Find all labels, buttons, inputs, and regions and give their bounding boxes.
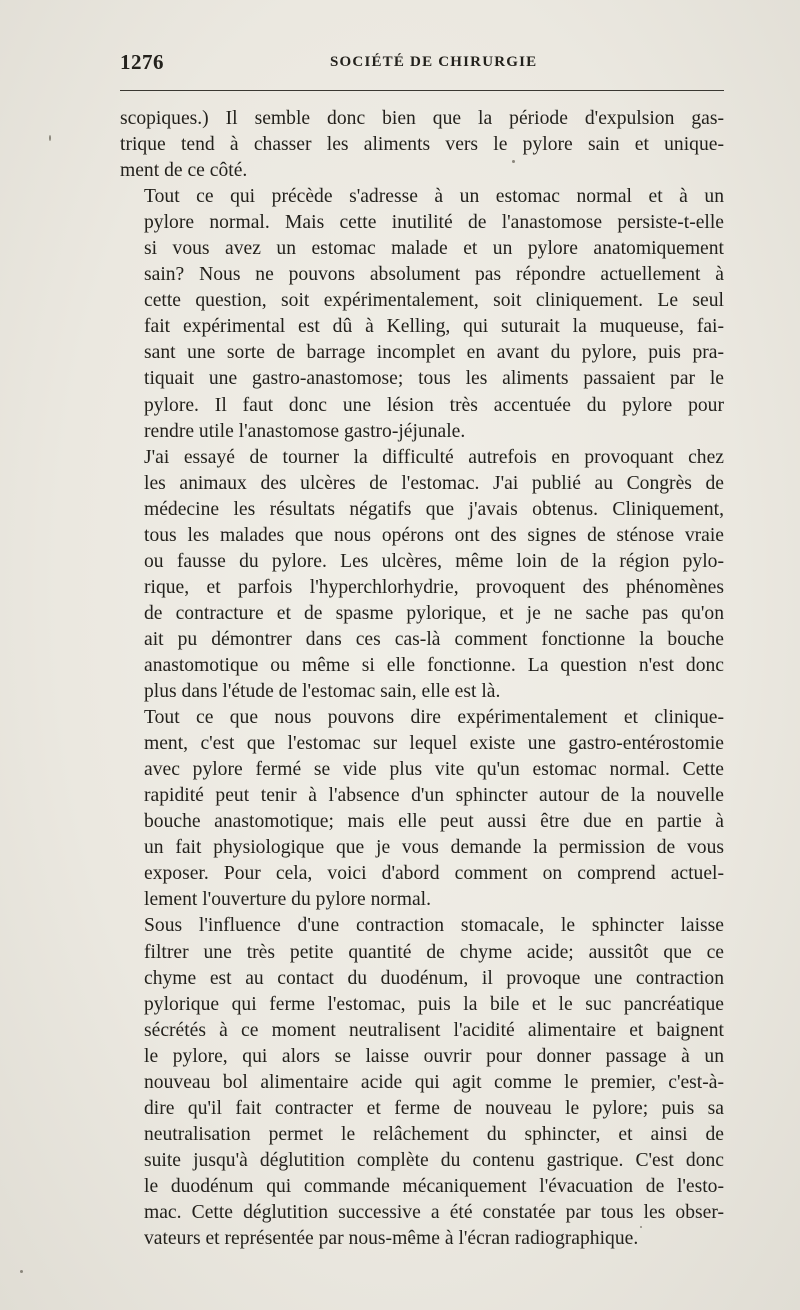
- text-line: rique, et parfois l'hyperchlorhydrie, provoquent des phénomènes: [144, 576, 724, 598]
- text-line: mac. Cette déglutition successive a été constatée par tous les obser-: [144, 1201, 724, 1223]
- text-line: sain? Nous ne pouvons absolument pas répondre actuellement à: [144, 264, 724, 286]
- text-line: Tout ce que nous pouvons dire expérimentalement et clinique-: [144, 707, 724, 729]
- text-line: tous les malades que nous opérons ont des signes de sténose vraie: [144, 524, 724, 546]
- text-line: les animaux des ulcères de l'estomac. J'ai publié au Congrès de: [144, 472, 724, 494]
- text-line: le pylore, qui alors se laisse ouvrir pour donner passage à un: [144, 1045, 724, 1067]
- text-line: tiquait une gastro-anastomose; tous les aliments passaient par le: [144, 368, 724, 390]
- paragraph-4: [120, 705, 724, 913]
- text-line: pylorique qui ferme l'estomac, puis la bile et le suc pancréatique: [144, 993, 724, 1015]
- text-line: J'ai essayé de tourner la difficulté autrefois en provoquant chez: [144, 446, 724, 468]
- running-title: SOCIÉTÉ DE CHIRURGIE: [330, 54, 538, 70]
- text-line: rendre utile l'anastomose gastro-jéjunale.: [144, 420, 466, 442]
- page-header: [120, 50, 724, 80]
- text-line: pylore normal. Mais cette inutilité de l'anastomose persiste-t-elle: [144, 212, 724, 234]
- text-line: anastomotique ou même si elle fonctionne. La question n'est donc: [144, 654, 724, 676]
- text-line: médecine les résultats négatifs que j'avais obtenus. Cliniquement,: [144, 498, 724, 520]
- text-line: Tout ce qui précède s'adresse à un estomac normal et à un: [144, 186, 724, 208]
- text-line: avec pylore fermé se vide plus vite qu'un estomac normal. Cette: [144, 759, 724, 781]
- paper-speck: [20, 1270, 23, 1273]
- body-text: [120, 106, 724, 1252]
- paragraph-5: [120, 913, 724, 1252]
- text-line: ment de ce côté.: [120, 160, 248, 182]
- text-line: cette question, soit expérimentalement, soit cliniquement. Le seul: [144, 290, 724, 312]
- text-line: nouveau bol alimentaire acide qui agit comme le premier, c'est-à-: [144, 1071, 724, 1093]
- paragraph-1: [120, 106, 724, 184]
- header-rule: [120, 90, 724, 91]
- text-line: ou fausse du pylore. Les ulcères, même loin de la région pylo-: [144, 550, 724, 572]
- text-line: pylore. Il faut donc une lésion très accentuée du pylore pour: [144, 394, 724, 416]
- text-line: trique tend à chasser les aliments vers le pylore sain et unique-: [120, 134, 724, 156]
- text-line: suite jusqu'à déglutition complète du contenu gastrique. C'est donc: [144, 1149, 724, 1171]
- paper-speck: [49, 135, 51, 141]
- text-line: rapidité peut tenir à l'absence d'un sphincter autour de la nouvelle: [144, 785, 724, 807]
- text-line: un fait physiologique que je vous demande la permission de vous: [144, 837, 724, 859]
- text-line: bouche anastomotique; mais elle peut aussi être due en partie à: [144, 811, 724, 833]
- text-line: scopiques.) Il semble donc bien que la période d'expulsion gas-: [120, 108, 724, 129]
- page-number: 1276: [120, 50, 164, 74]
- text-line: vateurs et représentée par nous-même à l'écran radiographique.: [144, 1228, 639, 1250]
- text-line: ment, c'est que l'estomac sur lequel existe une gastro-entérostomie: [144, 733, 724, 755]
- text-line: lement l'ouverture du pylore normal.: [144, 889, 432, 911]
- paper-speck: [640, 1226, 642, 1228]
- text-line: Sous l'influence d'une contraction stomacale, le sphincter laisse: [144, 915, 724, 937]
- text-line: le duodénum qui commande mécaniquement l'évacuation de l'esto-: [144, 1175, 724, 1197]
- paper-speck: [512, 160, 515, 163]
- paragraph-3: [120, 445, 724, 705]
- text-line: chyme est au contact du duodénum, il provoque une contraction: [144, 967, 724, 989]
- text-line: sécrétés à ce moment neutralisent l'acidité alimentaire et baignent: [144, 1019, 724, 1041]
- text-line: sant une sorte de barrage incomplet en avant du pylore, puis pra-: [144, 342, 724, 364]
- text-line: ait pu démontrer dans ces cas-là comment fonctionne la bouche: [144, 628, 724, 650]
- text-line: fait expérimental est dû à Kelling, qui suturait la muqueuse, fai-: [144, 316, 724, 338]
- text-line: si vous avez un estomac malade et un pylore anatomiquement: [144, 238, 724, 260]
- text-line: de contracture et de spasme pylorique, et je ne sache pas qu'on: [144, 602, 724, 624]
- text-line: exposer. Pour cela, voici d'abord comment on comprend actuel-: [144, 863, 724, 885]
- text-line: plus dans l'étude de l'estomac sain, elle est là.: [144, 681, 501, 703]
- text-line: neutralisation permet le relâchement du sphincter, et ainsi de: [144, 1123, 724, 1145]
- paragraph-2: [120, 184, 724, 444]
- text-line: dire qu'il fait contracter et ferme de nouveau le pylore; puis sa: [144, 1097, 724, 1119]
- text-line: filtrer une très petite quantité de chyme acide; aussitôt que ce: [144, 941, 724, 963]
